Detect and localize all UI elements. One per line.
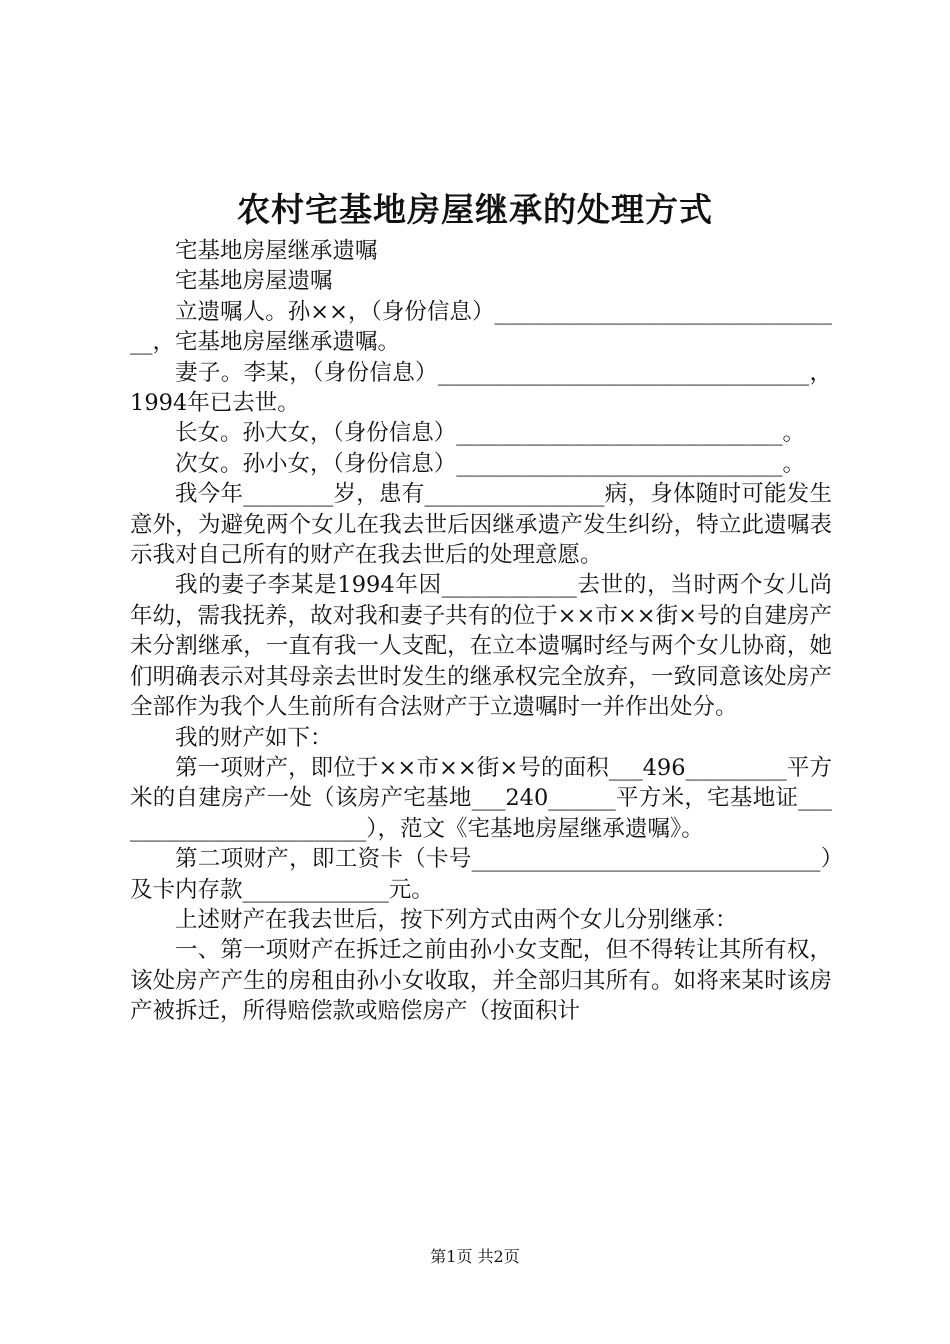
paragraph: 第二项财产，即工资卡（卡号_______________________________）及卡内存款_____________元。 bbox=[130, 846, 832, 903]
paragraph: 立遗嘱人。孙××，（身份信息）________________________________，宅基地房屋继承遗嘱。 bbox=[130, 298, 832, 356]
paragraph: 次女。孙小女，（身份信息）_____________________________。 bbox=[175, 450, 806, 477]
paragraph: 宅基地房屋遗嘱 bbox=[175, 268, 333, 295]
paragraph: 我的妻子李某是1994年因____________去世的，当时两个女儿尚年幼，需我抚养，故对我和妻子共有的位于××市××街×号的自建房产未分割继承，一直有我一人支配，在立本遗嘱时经与两个女儿协商，她们明确表示对其母亲去世时发生的继承权完全放弃，一致同意该处房产全部作为我个人生前所有合法财产于立遗嘱时一并作出处分。 bbox=[130, 572, 832, 721]
paragraph: 一、第一项财产在拆迁之前由孙小女支配，但不得转让其所有权，该处房产产生的房租由孙小女收取，并全部归其所有。如将来某时该房产被拆迁，所得赔偿款或赔偿房产（按面积计 bbox=[130, 937, 832, 1025]
paragraph: 我的财产如下： bbox=[175, 724, 333, 751]
page-footer: 第1页 共2页 bbox=[430, 1247, 520, 1266]
paragraph: 上述财产在我去世后，按下列方式由两个女儿分别继承： bbox=[175, 906, 738, 933]
document-title: 农村宅基地房屋继承的处理方式 bbox=[237, 190, 713, 229]
paragraph: 我今年________岁，患有________________病，身体随时可能发生意外，为避免两个女儿在我去世后因继承遗产发生纠纷，特立此遗嘱表示我对自己所有的财产在我去世后的处理意愿。 bbox=[130, 481, 832, 569]
paragraph: 第一项财产，即位于××市××街×号的面积___496_________平方米的自建房产一处（该房产宅基地___240______平方米，宅基地证________________________），范文《宅基地房屋继承遗嘱》。 bbox=[130, 754, 832, 842]
paragraph: 长女。孙大女，（身份信息）_____________________________。 bbox=[175, 420, 806, 447]
document-body bbox=[130, 236, 832, 1027]
paragraph: 宅基地房屋继承遗嘱 bbox=[175, 238, 378, 264]
paragraph: 妻子。李某，（身份信息）_________________________________，1994年已去世。 bbox=[130, 359, 832, 417]
